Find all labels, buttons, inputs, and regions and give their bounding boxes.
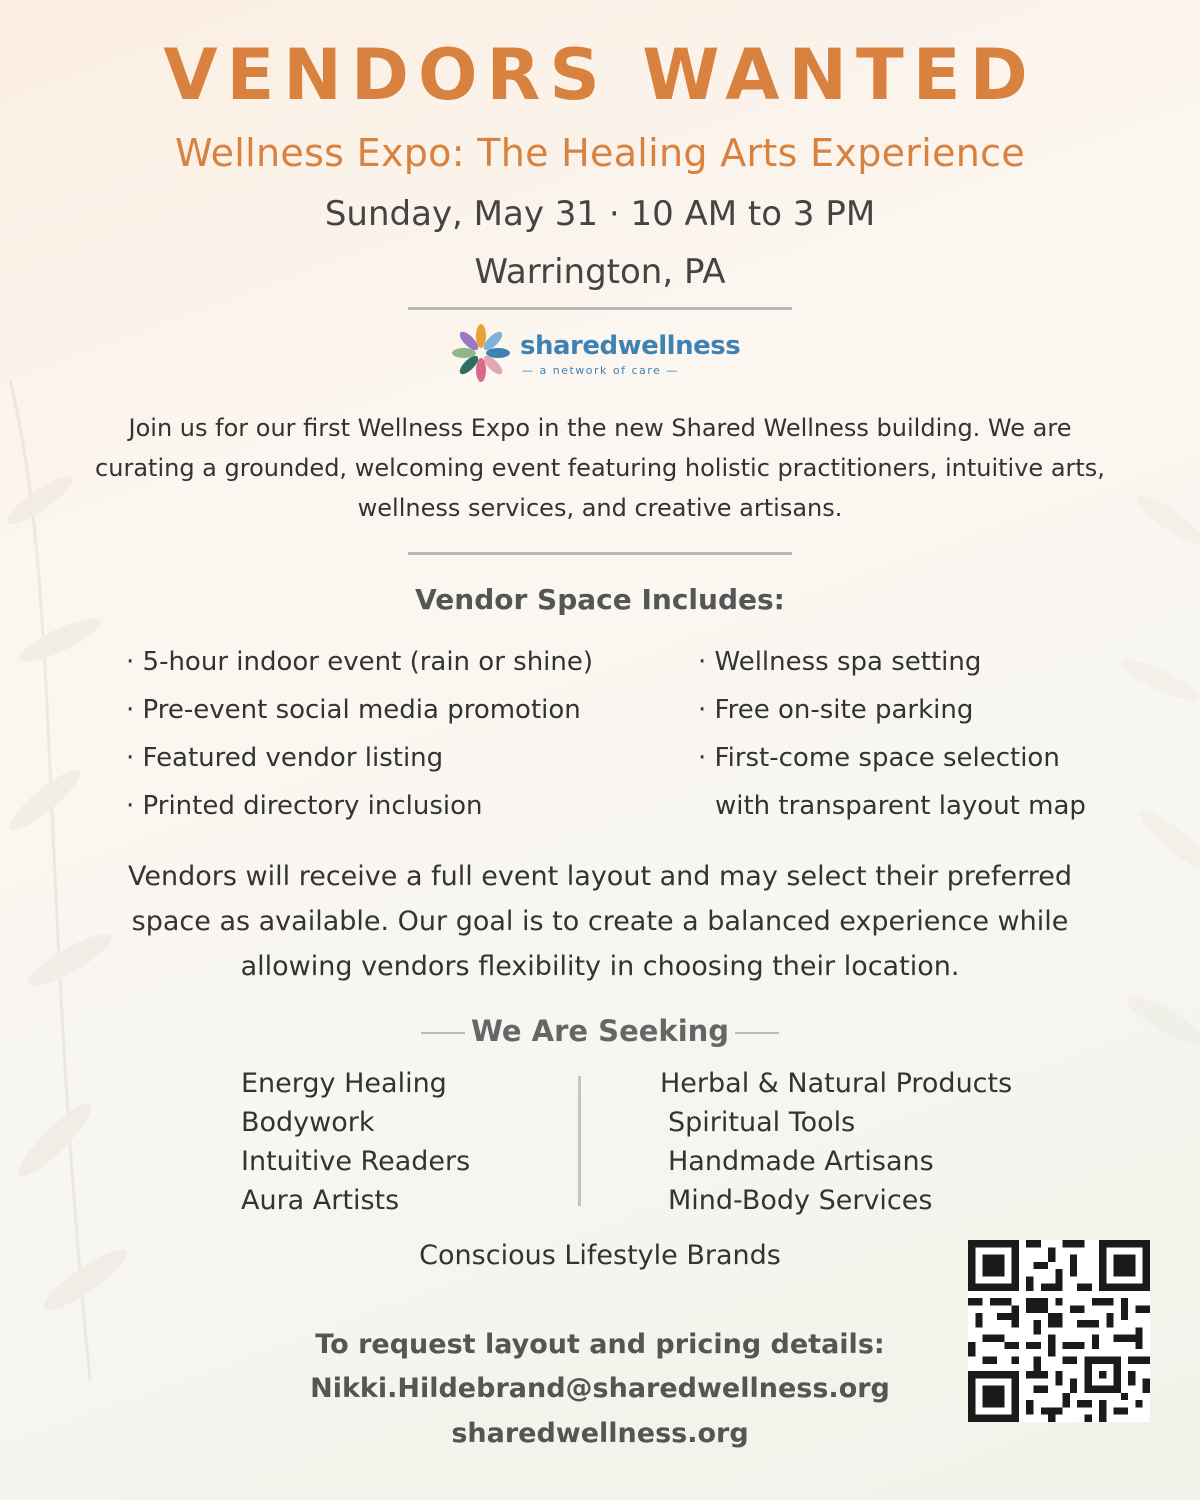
list-item: · First-come space selection [698, 743, 1060, 773]
list-item: Spiritual Tools [668, 1107, 856, 1138]
divider-middle [408, 552, 792, 555]
divider-top [408, 307, 792, 310]
seeking-heading-text: We Are Seeking [470, 1014, 730, 1048]
list-item: · Wellness spa setting [698, 647, 982, 677]
list-item: Energy Healing [241, 1068, 447, 1099]
list-item: Herbal & Natural Products [660, 1068, 1013, 1099]
heading-dash-right [735, 1032, 779, 1034]
list-item: Handmade Artisans [668, 1146, 934, 1177]
list-item: · Pre-event social media promotion [126, 695, 581, 725]
contact-label: To request layout and pricing details: [315, 1329, 885, 1360]
list-item: · Featured vendor listing [126, 743, 444, 773]
includes-list-right [698, 642, 1086, 834]
list-item-continuation: with transparent layout map [715, 791, 1086, 821]
event-datetime: Sunday, May 31 · 10 AM to 3 PM [324, 194, 876, 234]
seeking-list-left [241, 1064, 470, 1220]
colorful-figures-circle-icon [450, 322, 512, 384]
page-title: VENDORS WANTED [163, 34, 1037, 116]
contact-email-link[interactable]: Nikki.Hildebrand@sharedwellness.org [310, 1373, 890, 1404]
heading-dash-left [421, 1032, 465, 1034]
shared-wellness-logo [450, 322, 750, 384]
list-item: Bodywork [241, 1107, 375, 1138]
qr-code-icon[interactable] [968, 1240, 1150, 1422]
event-subtitle: Wellness Expo: The Healing Arts Experience [174, 131, 1026, 175]
list-item: Aura Artists [241, 1185, 400, 1216]
list-item: Intuitive Readers [241, 1146, 471, 1177]
website-link[interactable]: sharedwellness.org [451, 1418, 749, 1449]
list-item: · 5-hour indoor event (rain or shine) [126, 647, 594, 677]
includes-list-left [126, 642, 593, 834]
logo-wordmark: sharedwellness [520, 331, 741, 361]
seeking-divider [578, 1076, 581, 1206]
logo-tagline: — a network of care — [522, 364, 679, 377]
list-item: · Free on-site parking [698, 695, 974, 725]
seeking-heading [0, 1010, 1200, 1052]
includes-heading: Vendor Space Includes: [415, 583, 785, 616]
list-item: Mind-Body Services [668, 1185, 933, 1216]
layout-paragraph: Vendors will receive a full event layout and may select their preferred space as available. Our goal is to create a balanced experience while allowing vendors flexibility in choosing their location. [128, 861, 1072, 982]
intro-paragraph: Join us for our first Wellness Expo in the new Shared Wellness building. We are curating a grounded, welcoming event featuring holistic practitioners, intuitive arts, wellness services, and creative artisans. [95, 414, 1105, 522]
seeking-list-right [660, 1064, 1012, 1220]
event-location: Warrington, PA [474, 252, 726, 292]
seeking-extra-item: Conscious Lifestyle Brands [419, 1240, 781, 1271]
list-item: · Printed directory inclusion [126, 791, 483, 821]
